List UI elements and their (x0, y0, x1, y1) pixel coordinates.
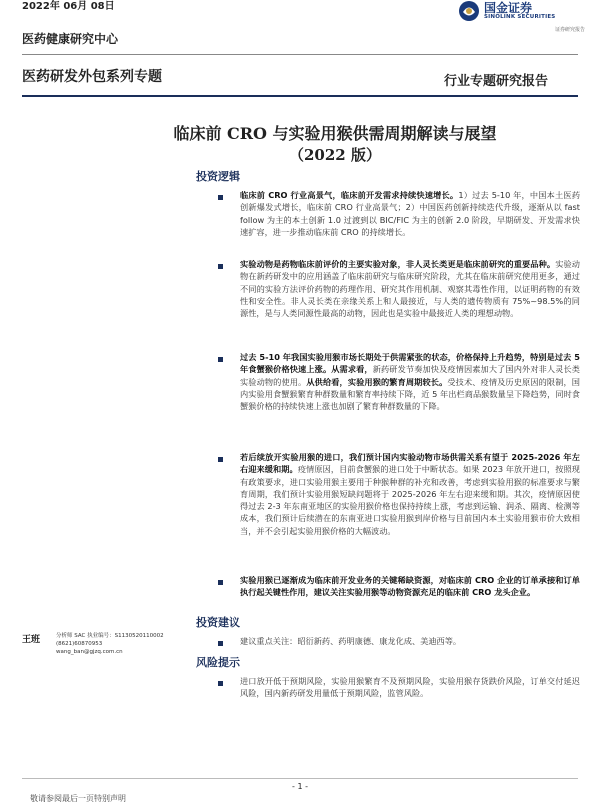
section-heading-logic: 投资逻辑 (196, 170, 240, 183)
section-heading-risk: 风险提示 (196, 656, 240, 669)
bullet-icon (218, 580, 223, 585)
report-title: 临床前 CRO 与实验用猴供需周期解读与展望 (173, 124, 497, 143)
analyst-email[interactable]: wang_ban@gjzq.com.cn (56, 649, 123, 655)
paragraph-4-lead: 若后续放开实验用猴的进口，我们预计国内实验动物市场供需关系有望于 2025-2026 年左右迎来缓和期。 (240, 452, 580, 475)
page-number: - 1 - (292, 782, 308, 791)
paragraph-5 (240, 574, 580, 599)
report-date: 2022年 06月 08日 (22, 1, 115, 12)
analyst-phone: (8621)60870953 (56, 641, 103, 647)
report-type: 行业专题研究报告 (444, 74, 549, 89)
paragraph-4 (240, 451, 580, 537)
series-title: 医药研发外包系列专题 (22, 69, 162, 85)
analyst-contact (56, 632, 164, 656)
bullet-icon (218, 681, 223, 686)
footer-divider (22, 778, 578, 779)
department-name: 医药健康研究中心 (22, 32, 119, 46)
risk-text: 进口放开低于预期风险，实验用猴繁育不及预期风险，实验用猴存货跌价风险，订单交付延迟风险，国内新药研发用量低于预期风险，监管风险。 (240, 676, 580, 699)
paragraph-1 (240, 189, 580, 238)
bullet-icon (218, 195, 223, 200)
bullet-icon (218, 457, 223, 462)
paragraph-3-lead: 过去 5-10 年我国实验用猴市场长期处于供需紧张的状态，价格保持上升趋势，特别是过去 5 年食蟹猴价格快速上涨。从需求看， (240, 352, 580, 375)
analyst-name: 王班 (22, 635, 41, 645)
advice-text: 建议重点关注：昭衍新药、药明康德、康龙化成、美迪西等。 (240, 636, 462, 646)
section-heading-advice: 投资建议 (196, 616, 240, 629)
paragraph-4-body: 疫情原因，目前食蟹猴的进口处于中断状态。如果 2023 年放开进口，按照现有政策要求，进口实验用猴主要用于种猴种群的补充和改善，考虑到实验用猴的标准要求与繁育周期，我们预计实验用猴短缺问题将于 2025-2026 年左右迎来缓和期。其次，疫情原因使得过去 2-3 年东南亚地区的实验用猴价格也保持持续上涨，考虑到运输、润杀、隔离、检测等成本，我们预计后续潜在的东南亚进口实验用猴到岸价格与目前国内本土实验用猴市价大致相当，并不会引起实验用猴价格的大幅波动。 (240, 464, 580, 536)
paragraph-2 (240, 258, 580, 319)
paragraph-3-body-b: 受技术、疫情及历史原因的限制，国内实验用食蟹猴繁育种群数量和繁育率持续下降，近 5 年出栏商品猴数量呈下降趋势，同时食蟹猴价格的持续快速上涨也加剧了繁育种群数量的下降。 (240, 376, 580, 412)
logo-en-text: SINOLINK SECURITIES (484, 14, 556, 20)
disclaimer-note: 敬请参阅最后一页特别声明 (30, 794, 126, 803)
paragraph-5-lead: 实验用猴已逐渐成为临床前开发业务的关键稀缺资源，对临床前 CRO 企业的订单承接和订单执行起关键性作用，建议关注实验用猴等动物资源充足的临床前 CRO 龙头企业。 (240, 575, 580, 598)
header-divider-thick (22, 95, 578, 97)
logo-cn-text: 国金证券 (484, 1, 533, 15)
logo-subtitle: 证券研究报告 (555, 27, 586, 33)
paragraph-3-lead-b: 从供给看，实验用猴的繁育周期较长。 (306, 376, 448, 387)
bullet-icon (218, 357, 223, 362)
sinolink-logo-icon (458, 0, 480, 22)
paragraph-2-lead: 实验动物是药物临床前评价的主要实验对象，非人灵长类更是临床前研究的重要品种。 (240, 259, 556, 269)
bullet-icon (218, 641, 223, 646)
paragraph-1-lead: 临床前 CRO 行业高景气，临床前开发需求持续快速增长。 (240, 190, 459, 200)
brand-logo (458, 0, 555, 22)
header-divider (22, 54, 578, 55)
paragraph-2-body: 实验动物在新药研发中的应用涵盖了临床前研究与临床研究阶段，尤其在临床前研究使用更多，通过不同的实验方法评价药物的药理作用、研究其作用机制、观察其毒性作用，以证明药物的有效性和安全性。非人灵长类在亲缘关系上和人最接近，与人类的遗传物质有 75%~98.5%的同源性，是与人类同源性最高的动物，因此也是实验中最接近人类的理想动物。 (240, 259, 580, 319)
paragraph-3-body-a: 新药研发节奏加快及疫情因素加大了国内外对非人灵长类实验动物的使用。 (240, 364, 580, 387)
report-title-edition: （2022 版） (289, 146, 381, 164)
analyst-cert: 分析师 SAC 执业编号：S1130520110002 (56, 633, 164, 639)
paragraph-1-body: 1）过去 5-10 年，中国本土医药创新爆发式增长，临床前 CRO 行业高景气；2）中国医药创新持续迭代升级，逐渐从以 fast follow 为主的本土创新 1.0 过渡到以 BIC/FIC 为主的创新 2.0 阶段，早期研发、开发需求快速扩容，进一步推动临床前 CRO 的持续增长。 (240, 190, 581, 237)
bullet-icon (218, 264, 223, 269)
paragraph-3 (240, 351, 580, 412)
